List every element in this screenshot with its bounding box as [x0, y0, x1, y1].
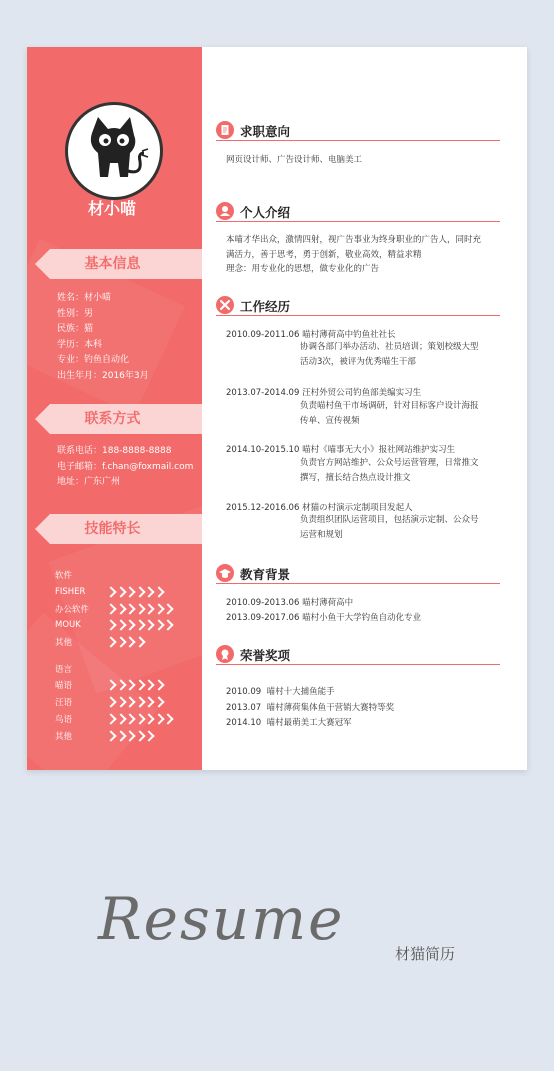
- skill-label: FISHER: [55, 587, 86, 598]
- skill-row: [55, 711, 174, 728]
- info-item: 民族：猫: [57, 324, 94, 334]
- award-date: 2010.09: [226, 687, 262, 697]
- chevron-right-icon: [162, 713, 173, 724]
- ribbon-skills: [50, 514, 202, 544]
- section-objective: [216, 121, 500, 141]
- intro-line: 满活力，善于思考，勇于创新，敬业高效，精益求精: [226, 249, 422, 260]
- education-text: 喵村薄荷高中: [302, 598, 354, 608]
- job-header: [226, 443, 455, 455]
- brand-footer: [98, 885, 498, 985]
- education-item: [226, 611, 421, 626]
- job-desc-line: 撰写，擅长结合热点设计推文: [300, 472, 411, 483]
- ribbon-contact: [50, 404, 202, 434]
- contact-email: 电子邮箱：f.chan@foxmail.com: [57, 461, 194, 472]
- contact-phone: 联系电话：188-8888-8888: [57, 446, 172, 456]
- chevron-right-icon: [153, 586, 164, 597]
- job-description: [300, 513, 479, 542]
- brand-script-title: Resume: [98, 885, 345, 953]
- job-date: 2013.07-2014.09: [226, 388, 300, 398]
- skill-row: [55, 727, 174, 744]
- skill-row: [55, 694, 174, 711]
- skill-label: 喵语: [55, 681, 73, 692]
- award-item: [226, 685, 394, 701]
- skill-row: [55, 600, 174, 617]
- section-title: 个人介绍: [240, 205, 291, 220]
- skill-label: 其他: [55, 638, 73, 649]
- contact-address: 地址：广东广州: [57, 477, 121, 487]
- profile-name: 材小喵: [87, 199, 136, 218]
- job-description: [300, 399, 479, 428]
- section-title: 教育背景: [240, 567, 291, 582]
- job-desc-line: 负责组织团队运营项目，包括演示定制、公众号: [300, 515, 479, 525]
- skill-group-label: 软件: [55, 571, 73, 582]
- avatar: [65, 102, 163, 200]
- job-description: [300, 340, 479, 369]
- ribbon-title: 联系方式: [84, 411, 141, 427]
- info-item: 学历：本科: [57, 339, 103, 350]
- basic-info-list: [57, 291, 149, 384]
- awards-list: [226, 685, 394, 732]
- intro-line: 理念：用专业化的思想，做专业化的广告: [226, 264, 380, 274]
- tools-icon: [216, 296, 234, 314]
- info-item: 出生年月：2016年3月: [57, 370, 149, 381]
- skill-level-chevrons: [107, 638, 145, 646]
- skill-row: [55, 634, 174, 651]
- intro-line: 本喵才华出众，激情四射，视广告事业为终身职业的广告人，同时充: [226, 235, 482, 245]
- job-desc-line: 传单、宣传视频: [300, 415, 360, 426]
- job-date: 2015.12-2016.06: [226, 503, 300, 513]
- section-education: [216, 564, 500, 584]
- job-org: 喵村《喵事无大小》报社网站维护实习生: [302, 445, 456, 455]
- job-header: [226, 328, 396, 340]
- job-desc-line: 协调各部门举办活动、社员培训；策划校级大型: [300, 342, 479, 352]
- skill-row: [55, 677, 174, 694]
- award-text: 喵村薄荷集体鱼干营销大赛特等奖: [266, 702, 395, 713]
- ribbon-title: 技能特长: [84, 521, 141, 537]
- chevron-right-icon: [143, 730, 154, 741]
- skill-label: 汪语: [55, 698, 73, 709]
- education-item: [226, 596, 421, 611]
- info-item: 专业：钓鱼自动化: [57, 355, 130, 365]
- section-title: 求职意向: [240, 124, 291, 139]
- chevron-right-icon: [153, 680, 164, 691]
- section-intro: [216, 202, 500, 222]
- award-item: [226, 716, 394, 732]
- section-awards: [216, 645, 500, 665]
- skill-level-chevrons: [107, 588, 164, 596]
- award-text: 喵村十大捕鱼能手: [266, 687, 335, 697]
- skill-level-chevrons: [107, 732, 155, 740]
- main-content: [202, 47, 527, 770]
- education-list: [226, 596, 421, 625]
- job-org: 材猫の村演示定制项目发起人: [302, 503, 413, 513]
- section-title: 工作经历: [240, 299, 291, 314]
- black-cat-icon: [68, 105, 160, 197]
- chevron-right-icon: [162, 603, 173, 614]
- brand-subtitle: 材猫简历: [395, 945, 456, 963]
- education-date: 2010.09-2013.06: [226, 598, 300, 608]
- skill-label: 办公软件: [55, 604, 90, 615]
- job-desc-line: 负责官方网站维护、公众号运营管理，日常推文: [300, 458, 479, 468]
- job-org: 汪村外贸公司钓鱼部美编实习生: [302, 388, 422, 398]
- job-desc-line: 活动3次，被评为优秀喵生干部: [300, 356, 416, 367]
- award-item: [226, 701, 394, 717]
- skill-level-chevrons: [107, 698, 164, 706]
- section-experience: [216, 296, 500, 316]
- chevron-right-icon: [153, 696, 164, 707]
- skill-row: [55, 617, 174, 634]
- skill-label: MOUK: [55, 620, 81, 631]
- info-item: 性别：男: [57, 308, 94, 319]
- job-org: 喵村薄荷高中钓鱼社社长: [302, 330, 396, 340]
- skill-label: 其他: [55, 731, 73, 742]
- job-date: 2010.09-2011.06: [226, 330, 300, 340]
- skill-level-chevrons: [107, 605, 174, 613]
- award-text: 喵村最萌美工大赛冠军: [266, 718, 352, 728]
- job-header: [226, 386, 421, 398]
- contact-list: [57, 444, 193, 491]
- skills-list: [55, 567, 174, 744]
- education-text: 喵村小鱼干大学钓鱼自动化专业: [302, 612, 422, 623]
- chevron-right-icon: [162, 620, 173, 631]
- skill-level-chevrons: [107, 621, 174, 629]
- document-icon: [216, 121, 234, 139]
- job-desc-line: 负责喵村鱼干市场调研，针对目标客户设计海报: [300, 401, 479, 411]
- skill-level-chevrons: [107, 715, 174, 723]
- award-date: 2013.07: [226, 702, 262, 713]
- section-title: 荣誉奖项: [240, 648, 291, 663]
- skill-label: 鸟语: [55, 714, 73, 725]
- chevron-right-icon: [134, 636, 145, 647]
- job-desc-line: 运营和规划: [300, 529, 343, 540]
- ribbon-title: 基本信息: [84, 256, 141, 272]
- job-description: [300, 456, 479, 485]
- resume-sheet: [27, 47, 527, 770]
- award-date: 2014.10: [226, 718, 262, 728]
- info-item: 姓名：材小喵: [57, 293, 112, 303]
- medal-icon: [216, 645, 234, 663]
- graduation-cap-icon: [216, 564, 234, 582]
- job-date: 2014.10-2015.10: [226, 445, 300, 455]
- skill-group-label: 语言: [55, 664, 73, 675]
- education-date: 2013.09-2017.06: [226, 612, 300, 623]
- left-sidebar: [27, 47, 202, 770]
- skill-level-chevrons: [107, 681, 164, 689]
- objective-text: 网页设计师、广告设计师、电脑美工: [226, 155, 363, 165]
- ribbon-basic-info: [50, 249, 202, 279]
- skill-row: [55, 584, 174, 601]
- intro-text: [226, 233, 526, 277]
- person-icon: [216, 202, 234, 220]
- job-header: [226, 501, 413, 513]
